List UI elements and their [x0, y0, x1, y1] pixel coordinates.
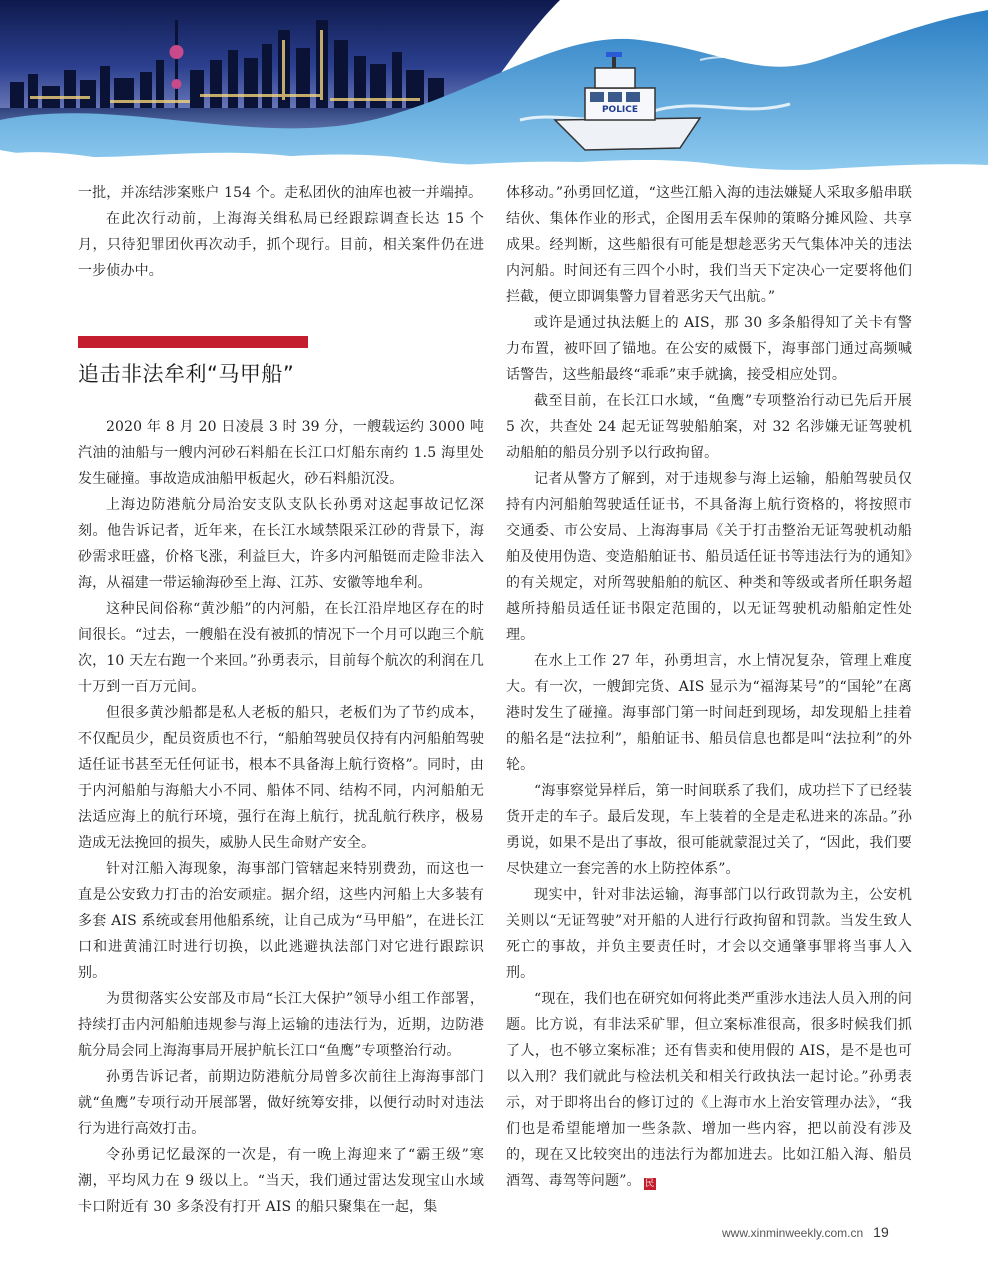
website-url: www.xinminweekly.com.cn [722, 1226, 864, 1240]
skyline-water-illustration [0, 0, 988, 185]
paragraph: 令孙勇记忆最深的一次是，有一晚上海迎来了“霸王级”寒潮，平均风力在 9 级以上。“当天，我们通过雷达发现宝山水域卡口附近有 30 多条没有打开 AIS 的船只聚集在一起，集 [78, 1147, 484, 1215]
paragraph [506, 986, 912, 1194]
paragraph: 或许是通过执法艇上的 AIS，那 30 多条船得知了关卡有警力布置，被吓回了锚地。在公安的威慑下，海事部门通过高频喊话警告，这些船最终“乖乖”束手就擒，接受相应处罚。 [506, 315, 912, 383]
paragraph: “海事察觉异样后，第一时间联系了我们，成功拦下了已经装货开走的车子。最后发现，车上装着的全是走私进来的冻品。”孙勇说，如果不是出了事故，很可能就蒙混过关了，“因此，我们要尽快建立一套完善的水上防控体系”。 [506, 783, 912, 877]
paragraph: 一批，并冻结涉案账户 154 个。走私团伙的油库也被一并端掉。 [78, 185, 483, 201]
left-column [78, 180, 484, 1220]
paragraph: 但很多黄沙船都是私人老板的船只，老板们为了节约成本，不仅配员少，配员资质也不行，“船舶驾驶员仅持有内河船舶驾驶适任证书甚至无任何证书，根本不具备海上航行资格”。同时，由于内河船舶与海船大小不同、船体不同、结构不同，内河船舶无法适应海上的航行环境，强行在海上航行，扰乱航行秩序，极易造成无法挽回的损失，威胁人民生命财产安全。 [78, 705, 484, 851]
paragraph: 在水上工作 27 年，孙勇坦言，水上情况复杂，管理上难度大。有一次，一艘卸完货、AIS 显示为“福海某号”的“国轮”在离港时发生了碰撞。海事部门第一时间赶到现场，却发现船上挂着的船名是“法拉利”，船舶证书、船员信息也都是叫“法拉利”的外轮。 [506, 653, 912, 773]
end-mark-icon: 民 [645, 1179, 655, 1189]
paragraph: 截至目前，在长江口水域，“鱼鹰”专项整治行动已先后开展 5 次，共查处 24 起无证驾驶船舶案，对 32 名涉嫌无证驾驶机动船舶的船员分别予以行政拘留。 [506, 393, 912, 461]
paragraph: 体移动。”孙勇回忆道，“这些江船入海的违法嫌疑人采取多船串联结伙、集体作业的形式，企图用丢车保帅的策略分摊风险、共享成果。经判断，这些船很有可能是想趁恶劣天气集体冲关的违法内河船。时间还有三四个小时，我们当天下定决心一定要将他们拦截，便立即调集警力冒着恶劣天气出航。” [506, 185, 912, 305]
right-column [506, 180, 912, 1194]
page-number: 19 [873, 1224, 889, 1240]
paragraph: 孙勇告诉记者，前期边防港航分局曾多次前往上海海事部门就“鱼鹰”专项行动开展部署，做好统筹安排，以便行动时对违法行为进行高效打击。 [78, 1069, 484, 1137]
header-banner [0, 0, 988, 185]
boat-label: POLICE [601, 105, 639, 115]
paragraph: 为贯彻落实公安部及市局“长江大保护”领导小组工作部署，持续打击内河船舶违规参与海上运输的违法行为，近期，边防港航分局会同上海海事局开展护航长江口“鱼鹰”专项整治行动。 [78, 991, 484, 1059]
section-heading [78, 336, 484, 388]
paragraph: 2020 年 8 月 20 日凌晨 3 时 39 分，一艘载运约 3000 吨汽油的油船与一艘内河砂石料船在长江口灯船东南约 1.5 海里处发生碰撞。事故造成油船甲板起火，砂石料船沉没。 [78, 419, 484, 487]
paragraph: 上海边防港航分局治安支队支队长孙勇对这起事故记忆深刻。他告诉记者，近年来，在长江水域禁限采江砂的背景下，海砂需求旺盛，价格飞涨，利益巨大，许多内河船铤而走险非法入海，从福建一带运输海砂至上海、江苏、安徽等地牟利。 [78, 497, 484, 591]
paragraph: 现实中，针对非法运输，海事部门以行政罚款为主，公安机关则以“无证驾驶”对开船的人进行行政拘留和罚款。当发生致人死亡的事故，并负主要责任时，才会以交通肇事罪将当事人入刑。 [506, 887, 912, 981]
paragraph: 针对江船入海现象，海事部门管辖起来特别费劲，而这也一直是公安致力打击的治安顽症。据介绍，这些内河船上大多装有多套 AIS 系统或套用他船系统，让自己成为“马甲船”，在进长江口和进黄浦江时进行切换，以此逃避执法部门对它进行跟踪识别。 [78, 861, 484, 981]
paragraph: 这种民间俗称“黄沙船”的内河船，在长江沿岸地区存在的时间很长。“过去，一艘船在没有被抓的情况下一个月可以跑三个航次，10 天左右跑一个来回。”孙勇表示，目前每个航次的利润在几十万到一百万元间。 [78, 601, 484, 695]
section-title: 追击非法牟利“马甲船” [78, 362, 295, 386]
section-accent-bar [78, 336, 308, 348]
paragraph: 在此次行动前，上海海关缉私局已经跟踪调查长达 15 个月，只待犯罪团伙再次动手，抓个现行。目前，相关案件仍在进一步侦办中。 [78, 211, 484, 279]
paragraph-text: “现在，我们也在研究如何将此类严重涉水违法人员入刑的问题。比方说，有非法采矿罪，但立案标准很高，很多时候我们抓了人，也不够立案标准；还有售卖和使用假的 AIS，是不是也可以入刑？我们就此与检法机关和相关行政执法一起讨论。”孙勇表示，对于即将出台的修订过的《上海市水上治安管理办法》，“我们也是希望能增加一些条款、增加一些内容，把以前没有涉及的，现在又比较突出的违法行为都加进去。比如江船入海、船员酒驾、毒驾等问题”。 [506, 991, 912, 1189]
page-footer [722, 1224, 912, 1240]
paragraph: 记者从警方了解到，对于违规参与海上运输，船舶驾驶员仅持有内河船舶驾驶适任证书，不具备海上航行资格的，将按照市交通委、市公安局、上海海事局《关于打击整治无证驾驶机动船舶及使用伪造、变造船舶证书、船员适任证书等违法行为的通知》的有关规定，对所驾驶船舶的航区、种类和等级或者所任职务超越所持船员适任证书限定范围的，以无证驾驶机动船舶定性处理。 [506, 471, 912, 643]
